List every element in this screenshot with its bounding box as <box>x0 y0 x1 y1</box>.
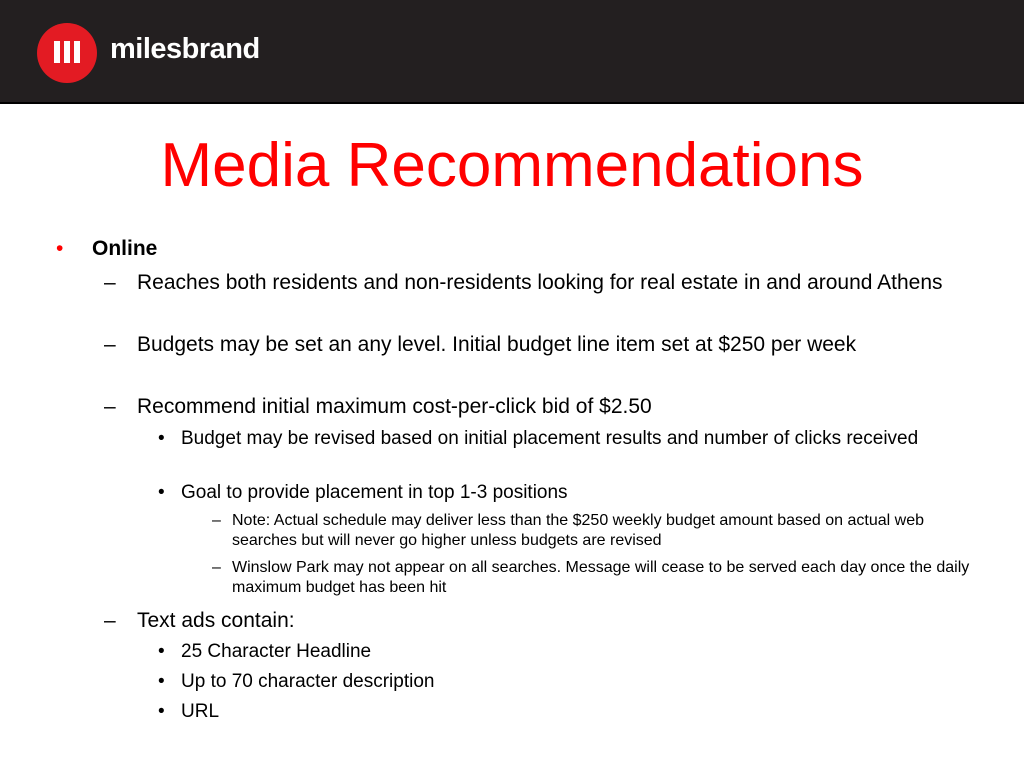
bullet-text: Reaches both residents and non-residents looking for real estate in and around Athens <box>137 271 943 294</box>
bullet-budgets <box>104 332 967 358</box>
bullet-winslow <box>212 558 982 598</box>
bullet-text-ads <box>104 608 967 634</box>
bullet-text: Winslow Park may not appear on all searches. Message will cease to be served each day once the daily maximum budget has been hit <box>232 559 970 596</box>
bullet-recommend <box>104 394 967 420</box>
bullet-goal <box>158 481 981 505</box>
dash-marker: – <box>212 512 221 529</box>
header-bar <box>0 0 1024 104</box>
logo-bar-2 <box>64 41 70 63</box>
bullet-reaches <box>104 270 967 296</box>
bullet-text: Recommend initial maximum cost-per-click bid of $2.50 <box>137 395 652 418</box>
bullet-text: Goal to provide placement in top 1-3 positions <box>181 482 568 503</box>
bullet-text: Note: Actual schedule may deliver less than the $250 weekly budget amount based on actual web searches but will never go higher unless budgets are revised <box>232 512 924 549</box>
bullet-marker: • <box>56 237 64 260</box>
bullet-note <box>212 511 982 551</box>
logo-bar-3 <box>74 41 80 63</box>
bullet-marker: • <box>158 428 165 449</box>
brand-name: milesbrand <box>110 33 260 65</box>
bullet-text: URL <box>181 701 220 722</box>
bullet-text: Budgets may be set an any level. Initial budget line item set at $250 per week <box>137 333 857 356</box>
bullet-url <box>158 700 981 724</box>
bullet-text: Text ads contain: <box>137 609 295 632</box>
dash-marker: – <box>104 333 116 356</box>
bullet-marker: • <box>158 671 165 692</box>
bullet-text: Online <box>92 237 158 260</box>
bullet-description <box>158 670 981 694</box>
bullet-revised <box>158 427 981 451</box>
bullet-text: Budget may be revised based on initial placement results and number of clicks received <box>181 428 919 449</box>
logo-bar-1 <box>54 41 60 63</box>
slide-title: Media Recommendations <box>160 131 864 200</box>
bullet-online <box>56 236 952 262</box>
dash-marker: – <box>104 609 116 632</box>
bullet-headline <box>158 640 981 664</box>
bullet-text: Up to 70 character description <box>181 671 435 692</box>
bullet-text: 25 Character Headline <box>181 641 372 662</box>
bullet-marker: • <box>158 482 165 503</box>
dash-marker: – <box>212 559 221 576</box>
dash-marker: – <box>104 271 116 294</box>
bullet-marker: • <box>158 641 165 662</box>
dash-marker: – <box>104 395 116 418</box>
milesbrand-logo-icon <box>37 23 97 83</box>
bullet-marker: • <box>158 701 165 722</box>
